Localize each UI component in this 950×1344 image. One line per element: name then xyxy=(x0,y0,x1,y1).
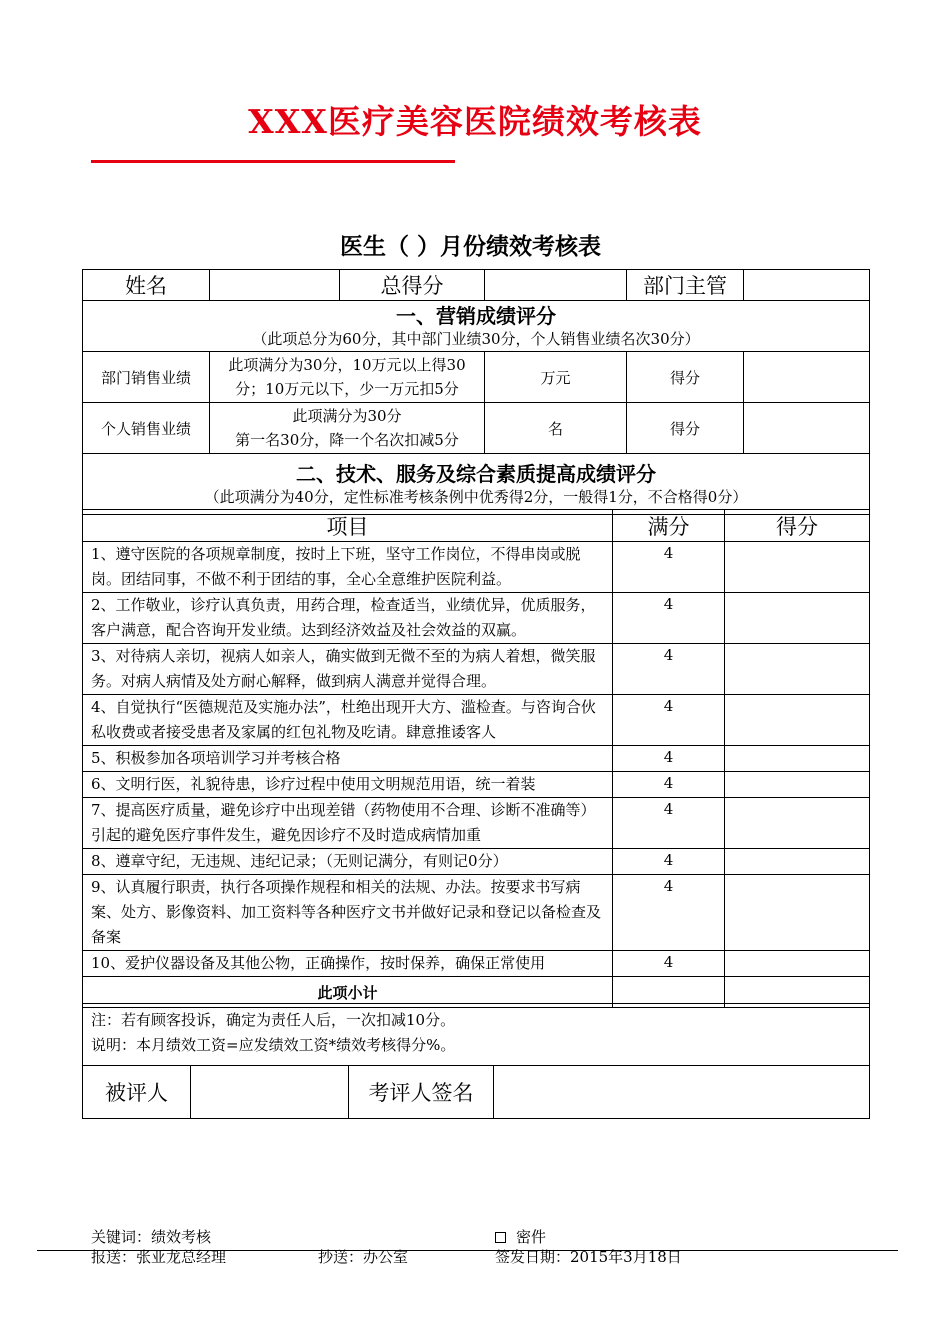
section1-header xyxy=(83,301,870,352)
col-header-item: 项目 xyxy=(83,510,613,542)
table-row xyxy=(83,593,870,644)
section1-note: （此项总分为60分，其中部门业绩30分，个人销售业绩名次30分） xyxy=(252,330,700,348)
item-text: 10、爱护仪器设备及其他公物，正确操作，按时保养，确保正常使用 xyxy=(83,951,613,977)
note-salary-formula: 说明：本月绩效工资=应发绩效工资*绩效考核得分%。 xyxy=(91,1036,456,1054)
section2-note: （此项满分为40分，定性标准考核条例中优秀得2分，一般得1分，不合格得0分） xyxy=(204,488,748,506)
supervisor-label: 部门主管 xyxy=(627,270,744,301)
item-full-score: 4 xyxy=(613,695,725,746)
evaluator-signature-field[interactable] xyxy=(494,1066,870,1119)
table-row xyxy=(83,695,870,746)
sales-table xyxy=(82,269,870,515)
item-score-field[interactable] xyxy=(725,772,870,798)
title-underline xyxy=(91,160,455,163)
item-text: 8、遵章守纪，无违规、违纪记录；（无则记满分，有则记0分） xyxy=(83,849,613,875)
item-text: 5、积极参加各项培训学习并考核合格 xyxy=(83,746,613,772)
item-full-score: 4 xyxy=(613,951,725,977)
section2-header xyxy=(83,454,870,515)
personal-sales-label: 个人销售业绩 xyxy=(83,403,210,454)
footer-keywords: 关键词：绩效考核 xyxy=(91,1228,212,1246)
item-full-score: 4 xyxy=(613,772,725,798)
personal-sales-rule-line1: 此项满分为30分 xyxy=(292,407,402,425)
col-header-full: 满分 xyxy=(613,510,725,542)
item-full-score: 4 xyxy=(613,542,725,593)
footer-issue-date: 签发日期：2015年3月18日 xyxy=(495,1248,682,1266)
item-full-score: 4 xyxy=(613,875,725,951)
col-header-score: 得分 xyxy=(725,510,870,542)
personal-sales-unit: 名 xyxy=(485,403,627,454)
item-full-score: 4 xyxy=(613,593,725,644)
item-text: 2、工作敬业，诊疗认真负责，用药合理，检查适当，业绩优异，优质服务，客户满意，配合咨询开发业绩。达到经济效益及社会效益的双赢。 xyxy=(83,593,613,644)
dept-sales-rule-line2: 分；10万元以下，少一万元扣5分 xyxy=(235,380,459,398)
evaluatee-label: 被评人 xyxy=(83,1066,191,1119)
item-score-field[interactable] xyxy=(725,951,870,977)
item-text: 1、遵守医院的各项规章制度，按时上下班，坚守工作岗位，不得串岗或脱岗。团结同事，不做不利于团结的事，全心全意维护医院利益。 xyxy=(83,542,613,593)
item-text: 4、自觉执行“医德规范及实施办法”，杜绝出现开大方、滥检查。与咨询合伙私收费或者接受患者及家属的红包礼物及吃请。肆意推诿客人 xyxy=(83,695,613,746)
supervisor-field[interactable] xyxy=(744,270,870,301)
item-full-score: 4 xyxy=(613,644,725,695)
dept-sales-score-field[interactable] xyxy=(744,352,870,403)
table-row xyxy=(83,951,870,977)
table-row xyxy=(83,875,870,951)
confidential-checkbox[interactable] xyxy=(495,1232,506,1243)
quality-table xyxy=(82,509,870,1008)
subtotal-label: 此项小计 xyxy=(83,977,613,1008)
evaluator-label: 考评人签名 xyxy=(349,1066,494,1119)
item-full-score: 4 xyxy=(613,798,725,849)
dept-sales-rule-line1: 此项满分为30分，10万元以上得30 xyxy=(228,356,466,374)
name-field[interactable] xyxy=(210,270,340,301)
dept-sales-label: 部门销售业绩 xyxy=(83,352,210,403)
notes-signature-table xyxy=(82,1003,870,1119)
confidential-label: 密件 xyxy=(516,1228,547,1246)
total-score-label: 总得分 xyxy=(340,270,485,301)
dept-sales-rule xyxy=(210,352,485,403)
item-score-field[interactable] xyxy=(725,798,870,849)
item-score-field[interactable] xyxy=(725,849,870,875)
footer-cc: 抄送：办公室 xyxy=(318,1248,409,1266)
note-complaint: 注：若有顾客投诉，确定为责任人后，一次扣减10分。 xyxy=(91,1011,456,1029)
table-row xyxy=(83,772,870,798)
item-text: 6、文明行医，礼貌待患，诊疗过程中使用文明规范用语，统一着装 xyxy=(83,772,613,798)
table-row xyxy=(83,798,870,849)
table-row xyxy=(83,644,870,695)
item-score-field[interactable] xyxy=(725,644,870,695)
item-text: 7、提高医疗质量，避免诊疗中出现差错（药物使用不合理、诊断不准确等）引起的避免医疗事件发生，避免因诊疗不及时造成病情加重 xyxy=(83,798,613,849)
item-score-field[interactable] xyxy=(725,695,870,746)
table-row xyxy=(83,542,870,593)
item-score-field[interactable] xyxy=(725,875,870,951)
personal-sales-rule-line2: 第一名30分，降一个名次扣减5分 xyxy=(235,431,459,449)
form-subtitle: 医生（ ）月份绩效考核表 xyxy=(340,233,602,260)
footer-confidential xyxy=(495,1226,546,1247)
document-title: XXX医疗美容医院绩效考核表 xyxy=(248,102,702,141)
dept-sales-unit: 万元 xyxy=(485,352,627,403)
dept-sales-score-label: 得分 xyxy=(627,352,744,403)
footer-send-to: 报送：张亚龙总经理 xyxy=(91,1248,227,1266)
evaluatee-field[interactable] xyxy=(191,1066,349,1119)
item-score-field[interactable] xyxy=(725,746,870,772)
name-label: 姓名 xyxy=(83,270,210,301)
item-full-score: 4 xyxy=(613,849,725,875)
total-score-field[interactable] xyxy=(485,270,627,301)
item-text: 9、认真履行职责，执行各项操作规程和相关的法规、办法。按要求书写病案、处方、影像资料、加工资料等各种医疗文书并做好记录和登记以备检查及备案 xyxy=(83,875,613,951)
table-row xyxy=(83,746,870,772)
personal-sales-rule xyxy=(210,403,485,454)
item-score-field[interactable] xyxy=(725,593,870,644)
personal-sales-score-field[interactable] xyxy=(744,403,870,454)
item-full-score: 4 xyxy=(613,746,725,772)
item-text: 3、对待病人亲切，视病人如亲人，确实做到无微不至的为病人着想，微笑服务。对病人病情及处方耐心解释，做到病人满意并觉得合理。 xyxy=(83,644,613,695)
section2-heading: 二、技术、服务及综合素质提高成绩评分 xyxy=(296,462,656,486)
personal-sales-score-label: 得分 xyxy=(627,403,744,454)
table-row xyxy=(83,849,870,875)
section1-heading: 一、营销成绩评分 xyxy=(396,304,556,328)
item-score-field[interactable] xyxy=(725,542,870,593)
notes-block xyxy=(83,1004,870,1066)
